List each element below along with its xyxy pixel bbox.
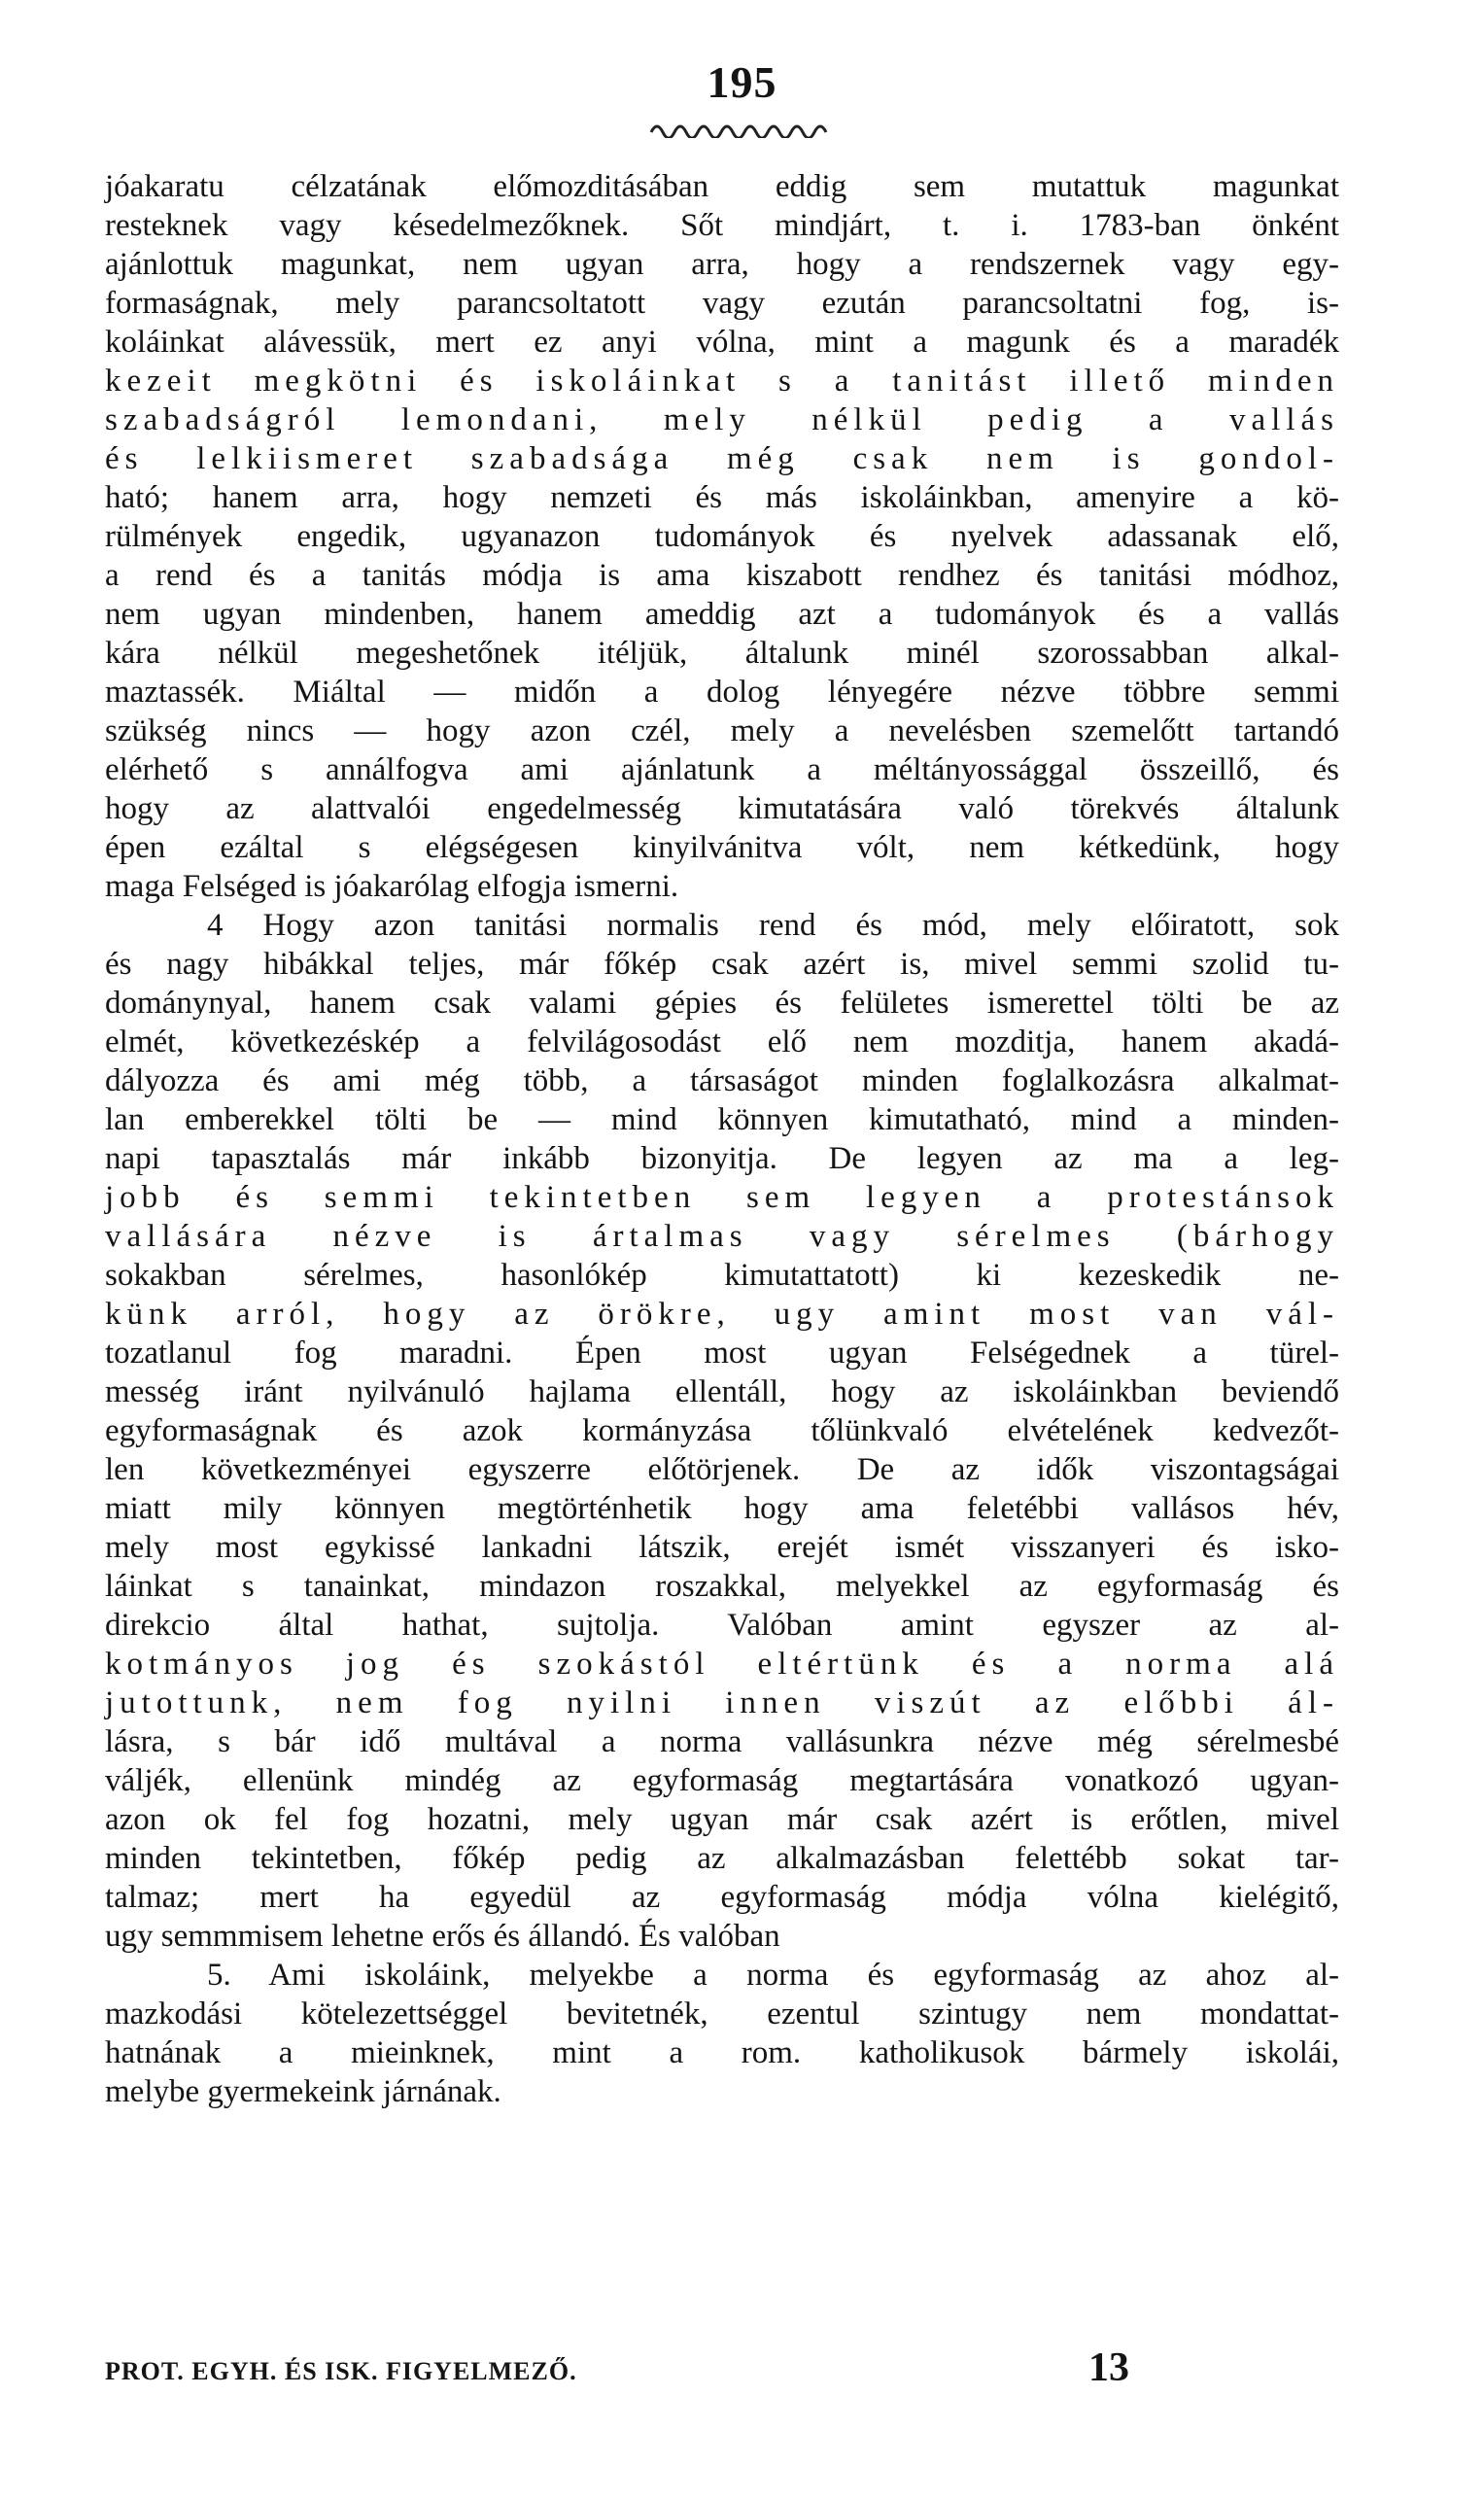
text-line: messég iránt nyilvánuló hajlama ellentáll, hogy az iskoláinkban beviendő: [105, 1374, 1339, 1409]
text-line: maztassék. Miáltal — midőn a dolog lényegére nézve többre semmi: [105, 675, 1339, 710]
running-footer: PROT. EGYH. ÉS ISK. FIGYELMEZŐ.: [105, 2357, 577, 2385]
text-line: nem ugyan mindenben, hanem ameddig azt a tudományok és a vallás: [105, 597, 1339, 632]
text-line: váljék, ellenünk mindég az egyformaság megtartására vonatkozó ugyan-: [105, 1763, 1339, 1798]
text-line: kezeit megkötni és iskoláinkat s a tanitást illető minden: [105, 364, 1339, 399]
text-line: mely most egykissé lankadni látszik, erejét ismét visszanyeri és isko-: [105, 1530, 1339, 1565]
text-line: ajánlottuk magunkat, nem ugyan arra, hogy a rendszernek vagy egy-: [105, 247, 1339, 282]
text-line: jobb és semmi tekintetben sem legyen a protestánsok: [105, 1180, 1339, 1215]
text-line: ható; hanem arra, hogy nemzeti és más iskoláinkban, amenyire a kö-: [105, 480, 1339, 515]
text-line: ugy semmmisem lehetne erős és állandó. És valóban: [105, 1919, 780, 1954]
text-line: kára nélkül megeshetőnek itéljük, általunk minél szorossabban alkal-: [105, 636, 1339, 671]
text-line: elmét, következéskép a felvilágosodást elő nem mozditja, hanem akadá-: [105, 1024, 1339, 1059]
text-line: resteknek vagy késedelmezőknek. Sőt mindjárt, t. i. 1783-ban önként: [105, 208, 1339, 243]
signature-mark: 13: [1088, 2345, 1129, 2390]
text-line: tozatlanul fog maradni. Épen most ugyan Felségednek a türel-: [105, 1336, 1339, 1371]
text-line: len következményei egyszerre előtörjenek. De az idők viszontagságai: [105, 1452, 1339, 1487]
page-number: 195: [707, 57, 777, 107]
text-line: azon ok fel fog hozatni, mely ugyan már csak azért is erőtlen, mivel: [105, 1802, 1339, 1837]
text-line: direkcio által hathat, sujtolja. Valóban amint egyszer az al-: [105, 1608, 1339, 1643]
text-line: minden tekintetben, főkép pedig az alkalmazásban felettébb sokat tar-: [105, 1841, 1339, 1876]
text-line: és lelkiismeret szabadsága még csak nem is gondol-: [105, 441, 1339, 476]
text-line: láinkat s tanainkat, mindazon roszakkal, melyekkel az egyformaság és: [105, 1569, 1339, 1604]
text-line: maga Felséged is jóakarólag elfogja ismerni.: [105, 869, 679, 904]
paragraph-5-start: 5. Ami iskoláink, melyekbe a norma és egyformaság az ahoz al-: [207, 1958, 1339, 1993]
text-line: künk arról, hogy az örökre, ugy amint most van vál-: [105, 1297, 1339, 1332]
ornament-wave-icon: [649, 117, 834, 138]
text-line: hatnának a mieinknek, mint a rom. katholikusok bármely iskolái,: [105, 2035, 1339, 2070]
text-line: dománynyal, hanem csak valami gépies és felületes ismerettel tölti be az: [105, 986, 1339, 1021]
body-text: [105, 167, 1339, 2111]
text-line: lan emberekkel tölti be — mind könnyen kimutatható, mind a minden-: [105, 1102, 1339, 1137]
text-line: rülmények engedik, ugyanazon tudományok és nyelvek adassanak elő,: [105, 519, 1339, 554]
text-line: napi tapasztalás már inkább bizonyitja. De legyen az ma a leg-: [105, 1141, 1339, 1176]
text-line: lásra, s bár idő multával a norma vallásunkra nézve még sérelmesbé: [105, 1724, 1339, 1759]
text-line: egyformaságnak és azok kormányzása tőlünkvaló elvételének kedvezőt-: [105, 1413, 1339, 1448]
text-line: kotmányos jog és szokástól eltértünk és a norma alá: [105, 1647, 1339, 1682]
text-line: elérhető s annálfogva ami ajánlatunk a méltányossággal összeillő, és: [105, 752, 1339, 787]
text-line: szabadságról lemondani, mely nélkül pedig a vallás: [105, 402, 1339, 437]
text-line: jutottunk, nem fog nyilni innen viszút az előbbi ál-: [105, 1685, 1339, 1720]
text-line: dályozza és ami még több, a társaságot minden foglalkozásra alkalmat-: [105, 1063, 1339, 1098]
text-line: és nagy hibákkal teljes, már főkép csak azért is, mivel semmi szolid tu-: [105, 947, 1339, 982]
text-line: formaságnak, mely parancsoltatott vagy ezután parancsoltatni fog, is-: [105, 286, 1339, 321]
text-line: miatt mily könnyen megtörténhetik hogy ama feletébbi vallásos hév,: [105, 1491, 1339, 1526]
text-line: a rend és a tanitás módja is ama kiszabott rendhez és tanitási módhoz,: [105, 558, 1339, 593]
paragraph-4-start: 4 Hogy azon tanitási normalis rend és mód, mely előiratott, sok: [207, 908, 1339, 943]
text-line: talmaz; mert ha egyedül az egyformaság módja vólna kielégitő,: [105, 1880, 1339, 1915]
text-line: épen ezáltal s elégségesen kinyilvánitva vólt, nem kétkedünk, hogy: [105, 830, 1339, 865]
text-line: hogy az alattvalói engedelmesség kimutatására való törekvés általunk: [105, 791, 1339, 826]
text-line: mazkodási kötelezettséggel bevitetnék, ezentul szintugy nem mondattat-: [105, 1997, 1339, 2031]
text-line: szükség nincs — hogy azon czél, mely a nevelésben szemelőtt tartandó: [105, 713, 1339, 748]
text-line: sokakban sérelmes, hasonlókép kimutattatott) ki kezeskedik ne-: [105, 1258, 1339, 1293]
text-line: jóakaratu célzatának előmozditásában eddig sem mutattuk magunkat: [105, 169, 1339, 204]
text-line: vallására nézve is ártalmas vagy sérelmes (bárhogy: [105, 1219, 1339, 1254]
text-line: koláinkat alávessük, mert ez anyi vólna, mint a magunk és a maradék: [105, 325, 1339, 360]
text-line: melybe gyermekeink járnának.: [105, 2074, 501, 2109]
